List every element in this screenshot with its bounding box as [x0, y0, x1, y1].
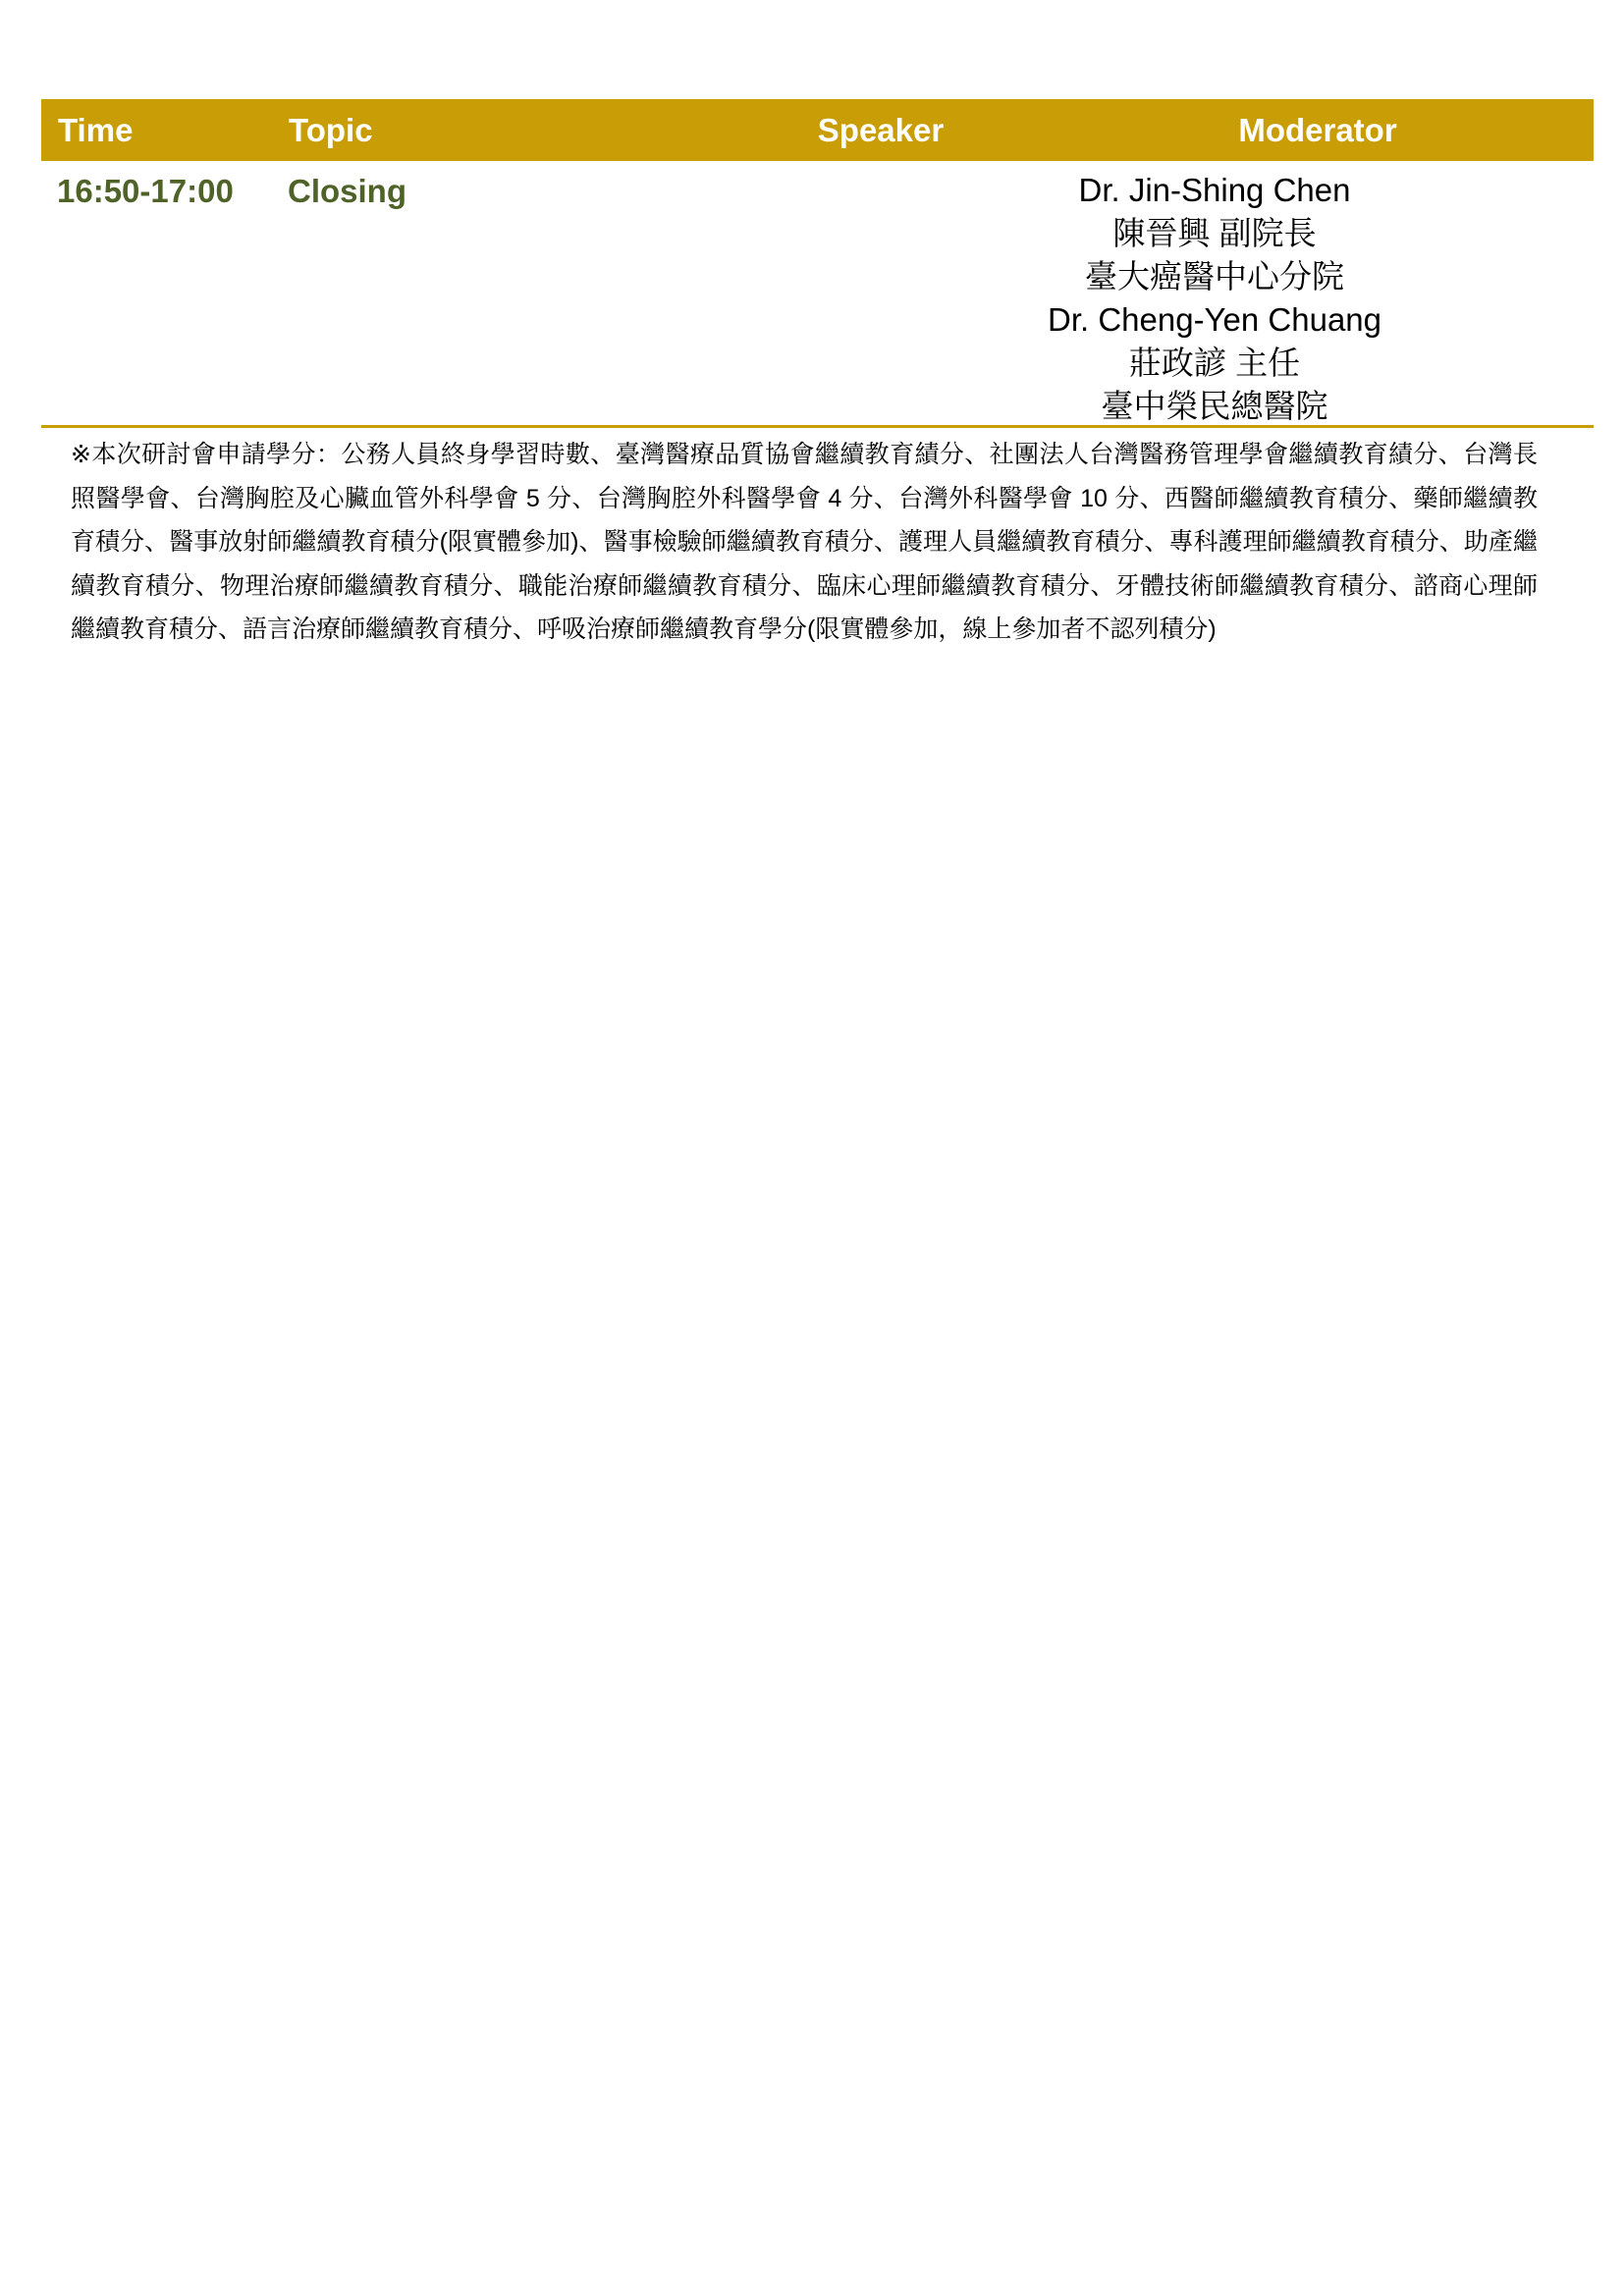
session-topic: Closing: [288, 173, 406, 209]
header-topic: Topic: [289, 112, 373, 148]
header-time: Time: [58, 112, 134, 148]
moderator-2-affiliation: 臺中榮民總醫院: [1101, 388, 1328, 424]
table-row: [41, 161, 1594, 428]
header-moderator: Moderator: [1238, 112, 1397, 148]
credits-note: ※本次研討會申請學分：公務人員終身學習時數、臺灣醫療品質協會繼續教育績分、社團法人台灣醫務管理學會繼續教育績分、台灣長照醫學會、台灣胸腔及心臟血管外科學會 5 分、台灣胸腔外科醫學會 4 分、台灣外科醫學會 10 分、西醫師繼續教育積分、藥師繼續教育積分、醫事放射師繼續教育積分(限實體參加)、醫事檢驗師繼續教育積分、護理人員繼續教育積分、專科護理師繼續教育積分、助產繼續教育積分、物理治療師繼續教育積分、職能治療師繼續教育積分、臨床心理師繼續教育積分、牙體技術師繼續教育積分、諮商心理師繼續教育積分、語言治療師繼續教育積分、呼吸治療師繼續教育學分(限實體參加，線上參加者不認列積分): [71, 441, 1538, 643]
moderator-1-name: Dr. Jin-Shing Chen: [1078, 172, 1351, 208]
session-time: 16:50-17:00: [57, 173, 234, 209]
moderator-1-affiliation: 臺大癌醫中心分院: [1085, 258, 1344, 294]
header-speaker: Speaker: [817, 112, 945, 148]
moderator-1-title: 陳晉興 副院長: [1112, 215, 1317, 251]
moderator-2-name: Dr. Cheng-Yen Chuang: [1047, 301, 1382, 338]
session-moderators: [881, 169, 1548, 428]
table-header-row: [41, 99, 1594, 161]
moderator-2-title: 莊政諺 主任: [1128, 345, 1301, 381]
agenda-table: [41, 99, 1594, 428]
